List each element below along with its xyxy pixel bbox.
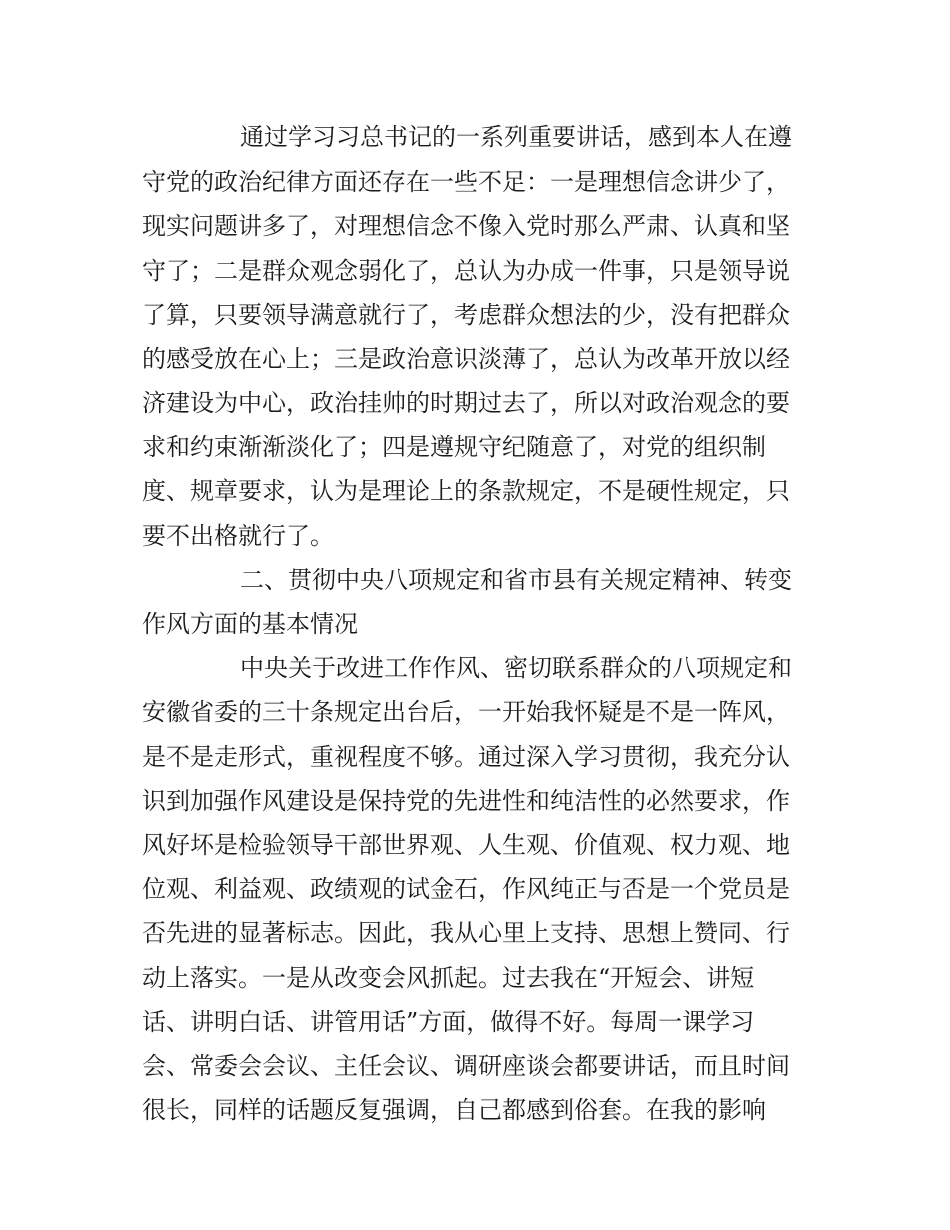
paragraph-1-line-3: 现实问题讲多了，对理想信念不像入党时那么严肃、认真和坚 xyxy=(142,212,790,240)
paragraph-2-line-5: 风好坏是检验领导干部世界观、人生观、价值观、权力观、地 xyxy=(142,831,790,859)
paragraph-1-line-9: 度、规章要求，认为是理论上的条款规定，不是硬性规定，只 xyxy=(142,477,790,505)
paragraph-2-line-10: 会、常委会会议、主任会议、调研座谈会都要讲话，而且时间 xyxy=(142,1052,790,1080)
paragraph-1-line-4: 守了；二是群众观念弱化了，总认为办成一件事，只是领导说 xyxy=(142,257,790,285)
paragraph-1-line-6: 的感受放在心上；三是政治意识淡薄了，总认为改革开放以经 xyxy=(142,345,790,373)
section-heading-line-1: 二、贯彻中央八项规定和省市县有关规定精神、转变 xyxy=(240,566,792,594)
paragraph-2-line-11: 很长，同样的话题反复强调，自己都感到俗套。在我的影响 xyxy=(142,1096,766,1124)
paragraph-2-line-7: 否先进的显著标志。因此，我从心里上支持、思想上赞同、行 xyxy=(142,919,790,947)
paragraph-2-line-8: 动上落实。一是从改变会风抓起。过去我在“开短会、讲短 xyxy=(142,964,755,992)
paragraph-1-line-2: 守党的政治纪律方面还存在一些不足：一是理想信念讲少了， xyxy=(142,168,790,196)
paragraph-1-line-7: 济建设为中心，政治挂帅的时期过去了，所以对政治观念的要 xyxy=(142,389,790,417)
paragraph-1-line-8: 求和约束渐渐淡化了；四是遵规守纪随意了，对党的组织制 xyxy=(142,433,766,461)
paragraph-1-line-5: 了算，只要领导满意就行了，考虑群众想法的少，没有把群众 xyxy=(142,301,790,329)
paragraph-2-line-3: 是不是走形式，重视程度不够。通过深入学习贯彻，我充分认 xyxy=(142,743,790,771)
paragraph-1-line-10: 要不出格就行了。 xyxy=(142,522,334,550)
paragraph-1-line-1: 通过学习习总书记的一系列重要讲话，感到本人在遵 xyxy=(240,123,792,151)
paragraph-2-line-2: 安徽省委的三十条规定出台后，一开始我怀疑是不是一阵风， xyxy=(142,698,790,726)
paragraph-2-line-9: 话、讲明白话、讲管用话”方面，做得不好。每周一课学习 xyxy=(142,1008,755,1036)
paragraph-2-line-1: 中央关于改进工作作风、密切联系群众的八项规定和 xyxy=(240,654,792,682)
section-heading-line-2: 作风方面的基本情况 xyxy=(142,610,358,638)
paragraph-2-line-6: 位观、利益观、政绩观的试金石，作风纯正与否是一个党员是 xyxy=(142,875,790,903)
paragraph-2-line-4: 识到加强作风建设是保持党的先进性和纯洁性的必然要求，作 xyxy=(142,787,790,815)
